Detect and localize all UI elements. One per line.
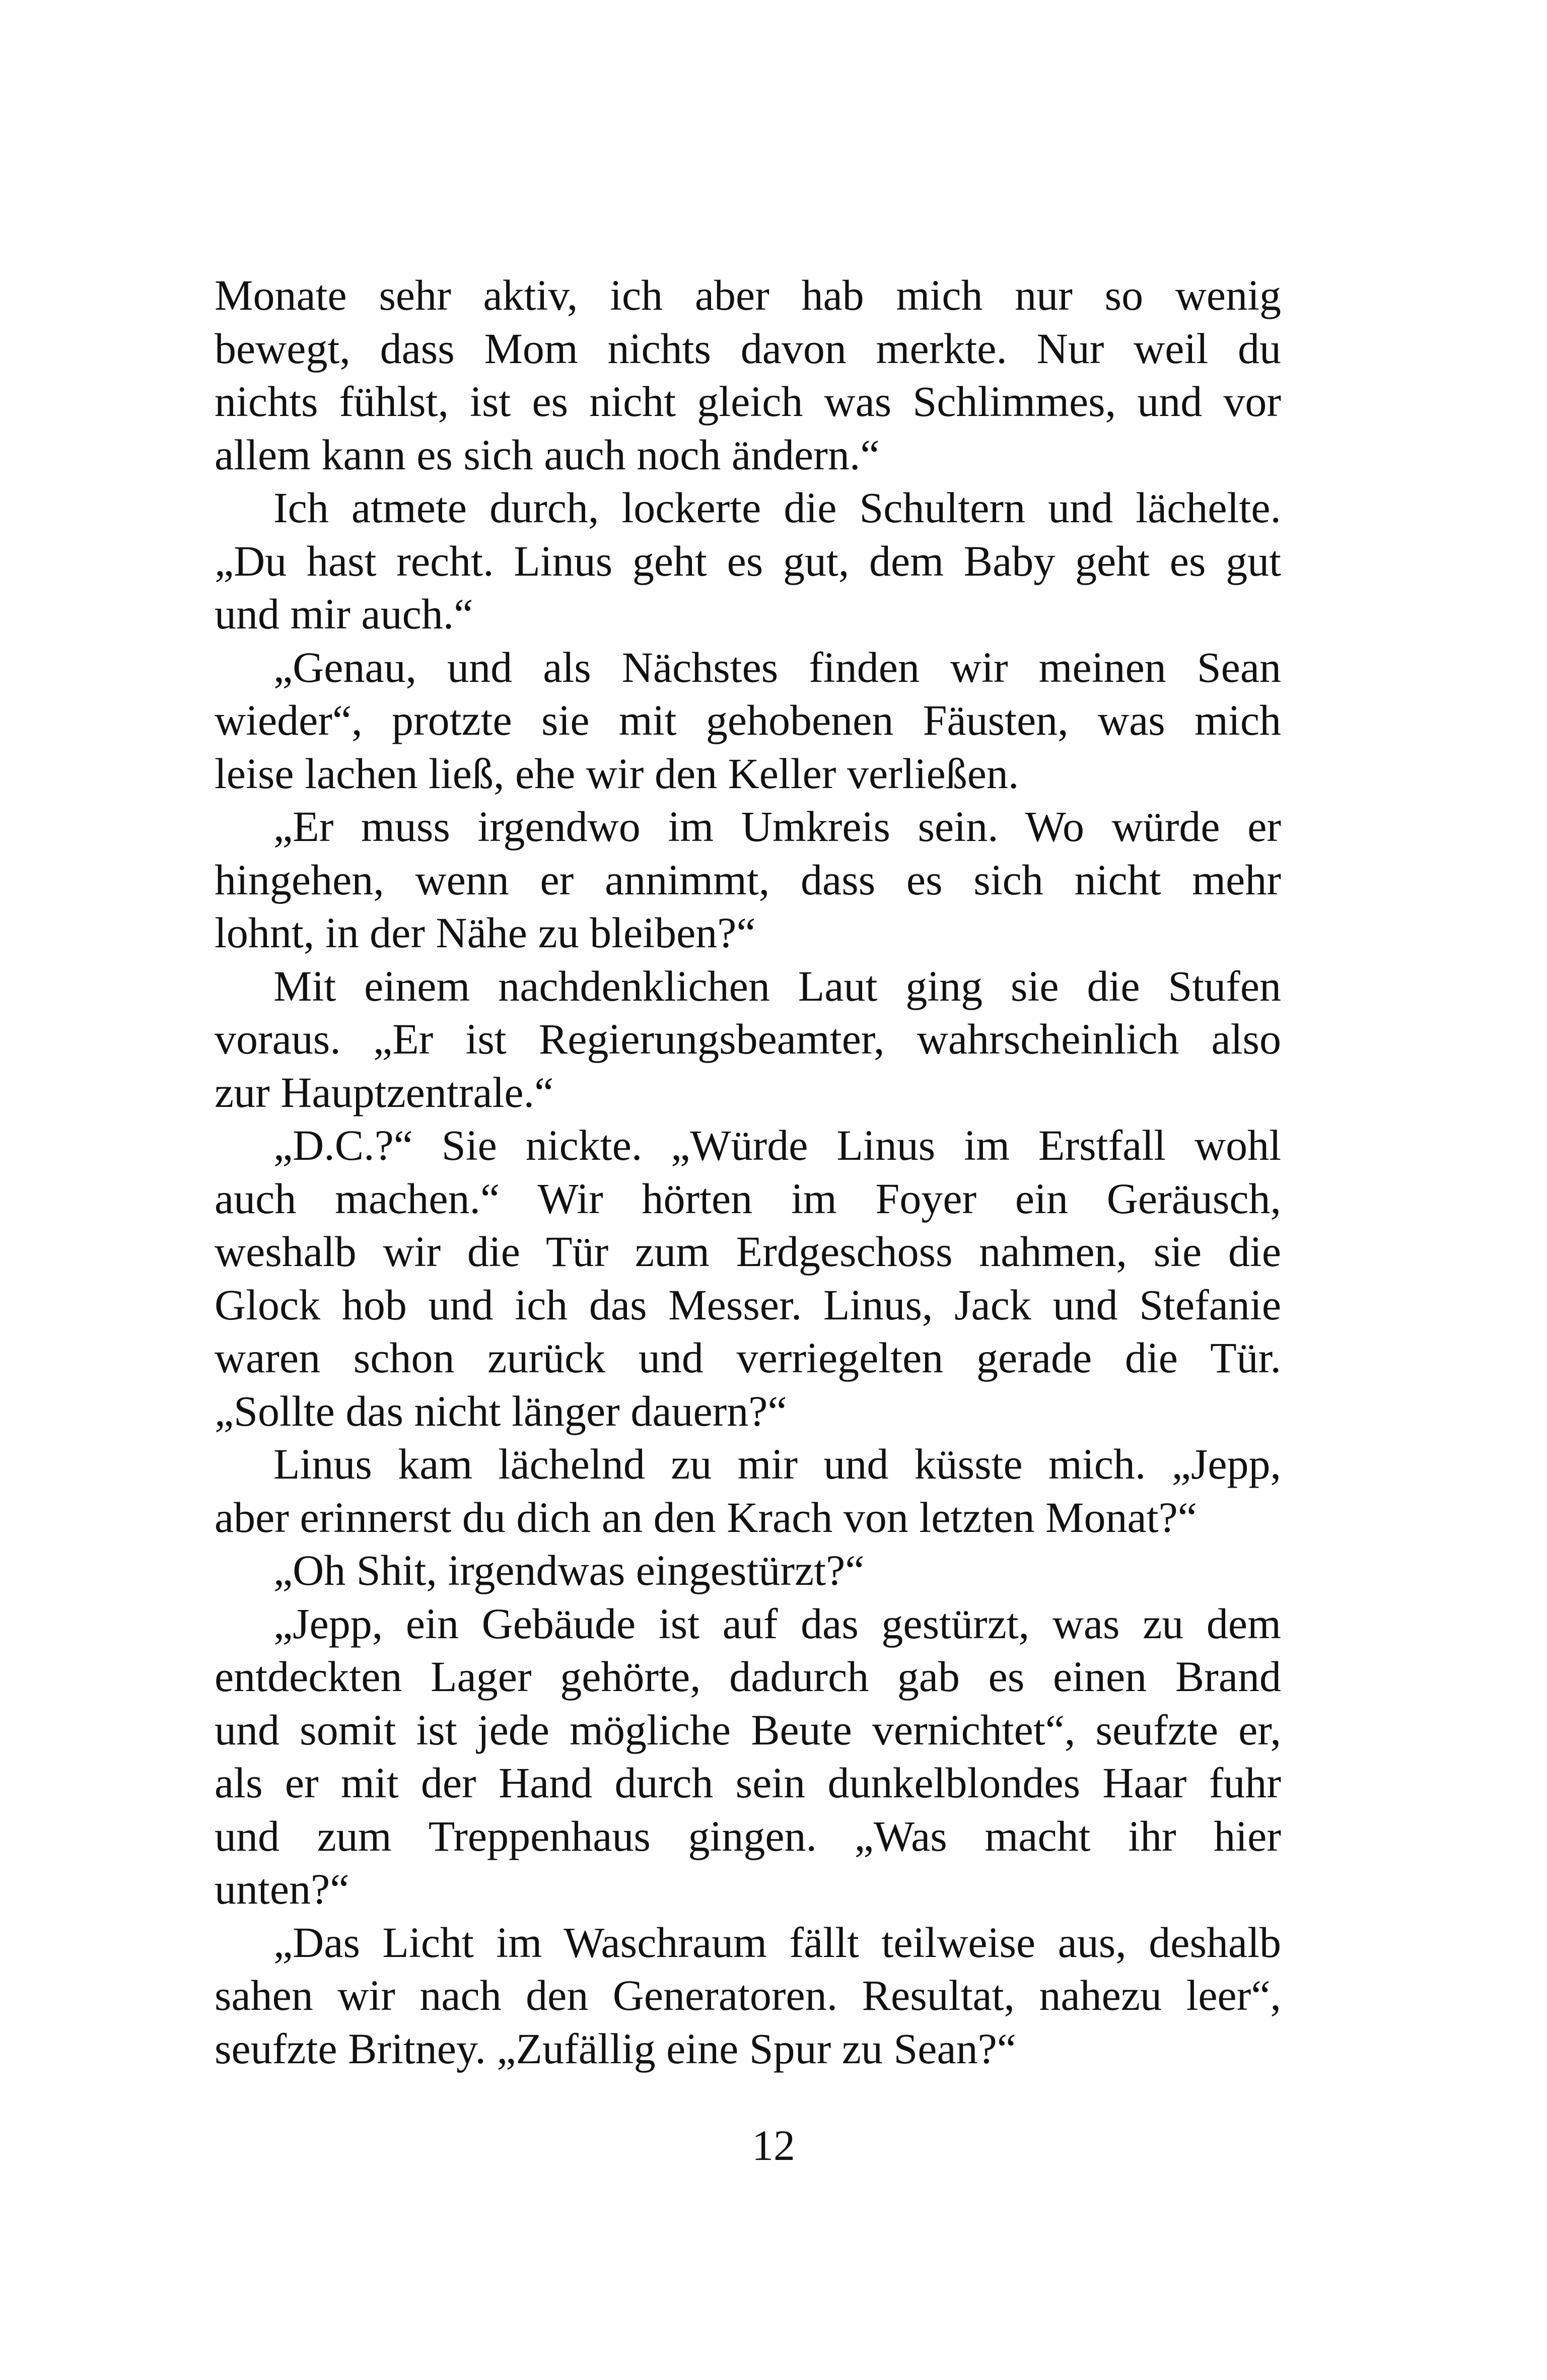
paragraph [215,481,1281,641]
text-line: nichts fühlst, ist es nicht gleich was Schlimmes, und vor [215,377,1281,426]
text-line: Ich atmete durch, lockerte die Schultern und lächelte. [273,483,1281,532]
text-line: entdeckten Lager gehörte, dadurch gab es einen Brand [215,1652,1281,1701]
text-line: und mir auch.“ [215,590,473,638]
text-line: „Genau, und als Nächstes finden wir meinen Sean [273,643,1281,691]
paragraph [215,1119,1281,1438]
paragraph [215,800,1281,960]
text-line: „D.C.?“ Sie nickte. „Würde Linus im Erstfall wohl [273,1121,1281,1169]
text-line: auch machen.“ Wir hörten im Foyer ein Geräusch, [215,1174,1281,1223]
text-line: unten?“ [215,1865,349,1913]
text-line: aber erinnerst du dich an den Krach von letzten Monat?“ [215,1493,1197,1542]
text-line: Monate sehr aktiv, ich aber hab mich nur so wenig [215,271,1281,319]
text-line: „Du hast recht. Linus geht es gut, dem Baby geht es gut [215,536,1281,585]
text-line: lohnt, in der Nähe zu bleiben?“ [215,908,756,957]
text-line: und zum Treppenhaus gingen. „Was macht ihr hier [215,1811,1281,1860]
text-line: „Das Licht im Waschraum fällt teilweise aus, deshalb [273,1918,1281,1967]
text-line: „Oh Shit, irgendwas eingestürzt?“ [273,1546,865,1594]
text-line: bewegt, dass Mom nichts davon merkte. Nur weil du [215,324,1281,373]
text-line: waren schon zurück und verriegelten gerade die Tür. [215,1334,1281,1382]
paragraph [215,641,1281,801]
text-line: voraus. „Er ist Regierungsbeamter, wahrscheinlich also [215,1015,1281,1063]
text-line: sahen wir nach den Generatoren. Resultat, nahezu leer“, [215,1971,1281,2019]
page-number: 12 [752,2121,795,2169]
text-line: seufzte Britney. „Zufällig eine Spur zu Sean?“ [215,2024,1016,2073]
paragraph [215,960,1281,1119]
paragraph [215,269,1281,481]
text-line: leise lachen ließ, ehe wir den Keller verließen. [215,749,1019,798]
text-line: weshalb wir die Tür zum Erdgeschoss nahmen, sie die [215,1227,1281,1276]
paragraph [215,1597,1281,1916]
text-line: Glock hob und ich das Messer. Linus, Jack und Stefanie [215,1280,1281,1329]
text-line: Mit einem nachdenklichen Laut ging sie die Stufen [273,961,1281,1010]
text-line: „Sollte das nicht länger dauern?“ [215,1386,787,1435]
text-line: wieder“, protzte sie mit gehobenen Fäusten, was mich [215,696,1281,744]
text-line: und somit ist jede mögliche Beute vernichtet“, seufzte er, [215,1705,1281,1754]
paragraph [215,1438,1281,1544]
paragraph [215,1916,1281,2076]
text-line: hingehen, wenn er annimmt, dass es sich nicht mehr [215,855,1281,904]
text-line: als er mit der Hand durch sein dunkelblondes Haar fuhr [215,1759,1281,1807]
text-line: allem kann es sich auch noch ändern.“ [215,430,880,479]
paragraph [215,1544,1281,1597]
text-line: „Er muss irgendwo im Umkreis sein. Wo würde er [273,802,1281,851]
body-text [215,269,1281,2075]
text-line: zur Hauptzentrale.“ [215,1068,554,1116]
text-line: Linus kam lächelnd zu mir und küsste mich. „Jepp, [273,1440,1281,1488]
text-line: „Jepp, ein Gebäude ist auf das gestürzt, was zu dem [273,1599,1281,1648]
